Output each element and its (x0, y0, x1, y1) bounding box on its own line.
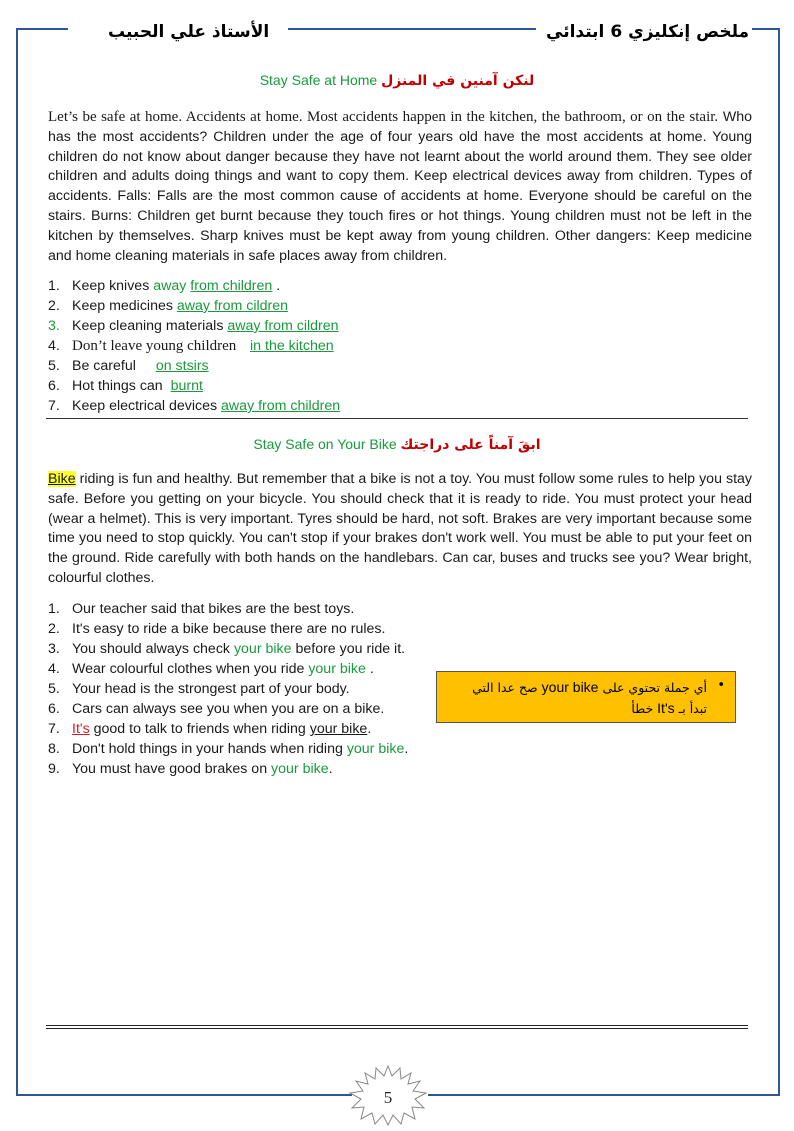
frame-right (778, 28, 780, 1096)
footer-rule-top (46, 1025, 748, 1026)
header-teacher-name: الأستاذ علي الحبيب (108, 22, 270, 42)
answer: your bike (233, 641, 292, 657)
list-item: 9. You must have good brakes on your bike. (48, 761, 333, 777)
frame-bottom-right (428, 1094, 780, 1096)
answer: away from cildren (176, 298, 289, 314)
list-item: 3. You should always check your bike before you ride it. (48, 641, 406, 657)
footer-rule-bottom (46, 1028, 748, 1029)
answer: on stsirs (155, 358, 209, 374)
note-line-2: تبدأ بـ It's خطأ (631, 700, 707, 716)
frame-left (16, 28, 18, 1096)
frame-top-middle (288, 28, 536, 30)
answer: your bike (346, 741, 405, 757)
note-line-1: أي جملة تحتوي على your bike صح عدا التي (472, 679, 707, 695)
wrong-word: It's (72, 721, 90, 737)
answer: your bike (271, 761, 329, 777)
answer: away (153, 278, 191, 294)
list-item: 2. Keep medicines away from cildren (48, 298, 289, 314)
frame-bottom-left (16, 1094, 352, 1096)
answer: burnt (170, 378, 203, 394)
answer: away from children (221, 398, 341, 414)
list-item: 5. Be careful on stsirs (48, 358, 209, 374)
frame-top-left (16, 28, 68, 30)
section-divider (46, 418, 748, 419)
home-safety-list (48, 276, 340, 416)
list-item: 5. Your head is the strongest part of your body. (48, 681, 350, 697)
list-item: 1. Our teacher said that bikes are the best toys. (48, 601, 355, 617)
answer: in the kitchen (250, 338, 334, 354)
rule-note-box (436, 671, 736, 723)
list-item: 6. Cars can always see you when you are on a bike. (48, 701, 385, 717)
list-item: 6. Hot things can burnt (48, 378, 203, 394)
highlighted-word: Bike (48, 471, 76, 487)
section-bike-title-en: Stay Safe on Your Bike (253, 436, 397, 452)
paragraph-body: Who has the most accidents? Children under the age of four years old have the most accidents at home. Young children do not know about danger because they have not learnt about the world around them. They see older children and adults doing things and want to copy them. Keep electrical devices away from children. Types of accidents. Falls: Falls are the most common cause of accidents at home. Everyone should be careful on the stairs. Burns: Children get burnt because they touch fires or hot things. Young children must not be left in the kitchen by themselves. Sharp knives must be kept away from young children. Other dangers: Keep medicine and home cleaning materials in safe places away from children. (48, 109, 752, 264)
page-number-badge (348, 1064, 428, 1126)
section-bike-title (0, 436, 794, 453)
header-subject-title: ملخص إنكليزي 6 ابتدائي (546, 22, 750, 42)
list-item: 3. Keep cleaning materials away from cildren (48, 318, 339, 334)
list-item: 4. Don’t leave young children in the kitchen (48, 338, 334, 354)
section-bike-title-ar: ابقَ آمناً على دراجتك (400, 437, 541, 453)
page-number: 5 (383, 1088, 393, 1107)
list-item: 8. Don't hold things in your hands when riding your bike. (48, 741, 409, 757)
paragraph-body: riding is fun and healthy. But remember that a bike is not a toy. You must follow some rules to help you stay safe. Before you getting on your bicycle. You should check that it is ready to ride. You must protect your head (wear a helmet). This is very important. Tyres should be hard, not soft. Brakes are very important because some time you need to stop quickly. You can't stop if your brakes don't work well. You must be able to put your feet on the ground. Ride carefully with both hands on the handlebars. Can car, buses and trucks see you? Wear bright, colourful clothes. (48, 471, 752, 586)
section-bike-paragraph (48, 470, 752, 589)
bike-safety-list (48, 599, 408, 779)
section-home-title-ar: لنكن آمنين في المنزل (381, 73, 535, 89)
answer: away from cildren (227, 318, 339, 334)
bullet-icon: • (717, 678, 725, 693)
list-item: 7. Keep electrical devices away from children (48, 398, 341, 414)
starburst-icon (348, 1064, 428, 1126)
answer: your bike (309, 721, 368, 737)
section-home-title-en: Stay Safe at Home (259, 72, 378, 88)
frame-top-right (752, 28, 780, 30)
list-item: 7. It's good to talk to friends when riding your bike. (48, 721, 372, 737)
list-item: 2. It's easy to ride a bike because there are no rules. (48, 621, 386, 637)
section-home-title (0, 72, 794, 89)
list-item: 4. Wear colourful clothes when you ride your bike . (48, 661, 374, 677)
paragraph-first-sentence: Let’s be safe at home. Accidents at home. Most accidents happen in the kitchen, the bathroom, or on the stair. (48, 109, 719, 125)
list-item: 1. Keep knives away from children . (48, 278, 281, 294)
section-home-paragraph (48, 108, 752, 266)
answer: from children (190, 278, 273, 294)
answer: your bike (308, 661, 366, 677)
